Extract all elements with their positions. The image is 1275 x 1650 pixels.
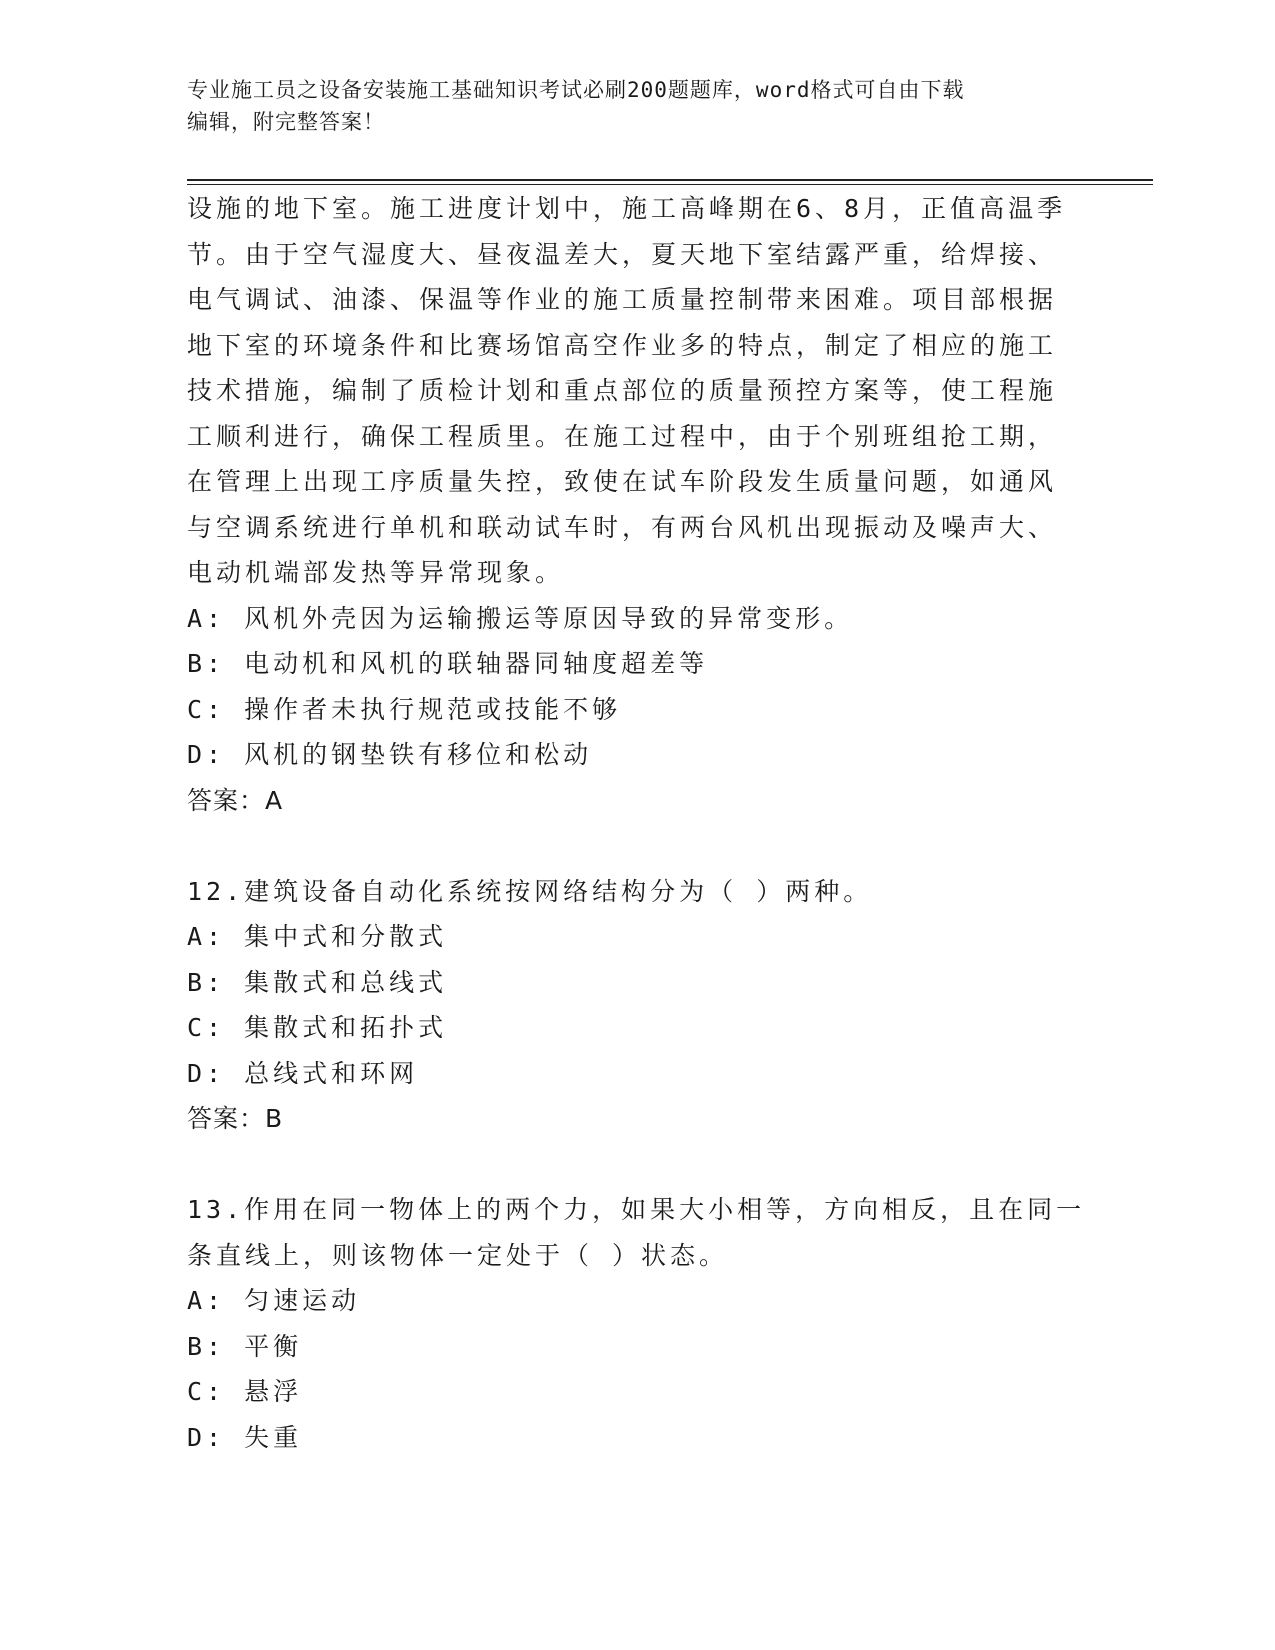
question-stem-line: 技术措施，编制了质检计划和重点部位的质量预控方案等，使工程施 — [187, 376, 1058, 405]
option-a: A: 匀速运动 — [187, 1286, 361, 1315]
page-header — [187, 74, 1087, 138]
option-d: D: 失重 — [187, 1422, 303, 1452]
question-11 — [187, 186, 1087, 823]
header-title-line-2: 编辑，附完整答案！ — [187, 110, 385, 134]
question-stem-line: 电动机端部发热等异常现象。 — [187, 558, 565, 587]
option-b: B: 平衡 — [187, 1331, 303, 1361]
question-12 — [187, 869, 1087, 1142]
question-stem-line: 工顺利进行，确保工程质里。在施工过程中，由于个别班组抢工期， — [187, 421, 1058, 451]
question-stem-line: 与空调系统进行单机和联动试车时，有两台风机出现振动及噪声大、 — [187, 512, 1058, 542]
question-stem-line: 条直线上，则该物体一定处于（ ）状态。 — [187, 1240, 729, 1270]
header-divider-thick — [187, 179, 1153, 181]
option-c: C: 悬浮 — [187, 1377, 303, 1406]
document-body — [187, 186, 1087, 1460]
answer-line: 答案：B — [187, 1104, 284, 1133]
option-d: D: 风机的钢垫铁有移位和松动 — [187, 740, 593, 769]
question-stem-line: 在管理上出现工序质量失控，致使在试车阶段发生质量问题，如通风 — [187, 467, 1058, 496]
question-stem-line: 节。由于空气湿度大、昼夜温差大，夏天地下室结露严重，给焊接、 — [187, 239, 1058, 269]
option-b: B: 集散式和总线式 — [187, 967, 448, 997]
option-d: D: 总线式和环网 — [187, 1058, 419, 1088]
question-stem-line: 设施的地下室。施工进度计划中，施工高峰期在6、8月，正值高温季 — [187, 194, 1067, 223]
option-a: A: 风机外壳因为运输搬运等原因导致的异常变形。 — [187, 603, 854, 633]
spacer — [187, 1142, 1087, 1188]
option-c: C: 集散式和拓扑式 — [187, 1013, 448, 1042]
header-title-line-1: 专业施工员之设备安装施工基础知识考试必刷200题题库，word格式可自由下载 — [187, 78, 965, 102]
header-divider-thin — [187, 184, 1153, 185]
option-c: C: 操作者未执行规范或技能不够 — [187, 694, 622, 724]
option-a: A: 集中式和分散式 — [187, 922, 448, 951]
option-b: B: 电动机和风机的联轴器同轴度超差等 — [187, 649, 709, 678]
answer-line: 答案：A — [187, 785, 284, 815]
question-stem-line: 地下室的环境条件和比赛场馆高空作业多的特点，制定了相应的施工 — [187, 330, 1058, 360]
question-stem-line: 电气调试、油漆、保温等作业的施工质量控制带来困难。项目部根据 — [187, 285, 1058, 314]
question-stem: 12.建筑设备自动化系统按网络结构分为（ ）两种。 — [187, 876, 873, 906]
question-stem-line: 13.作用在同一物体上的两个力，如果大小相等，方向相反，且在同一 — [187, 1195, 1086, 1224]
question-13 — [187, 1187, 1087, 1460]
spacer — [187, 823, 1087, 869]
